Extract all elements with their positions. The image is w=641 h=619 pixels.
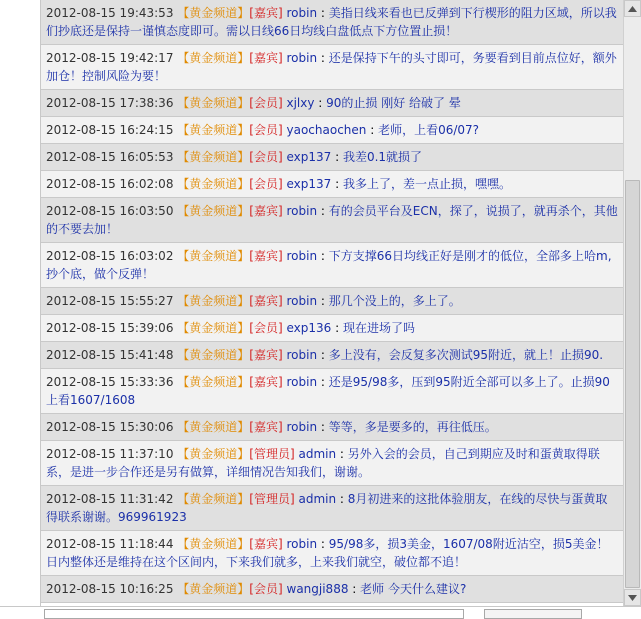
chat-message: 2012-08-15 15:39:06 【黄金频道】[会员] exp136 : 现在进场了吗 (41, 315, 624, 342)
message-time: 2012-08-15 15:39:06 (46, 321, 174, 335)
message-role: [会员] (249, 582, 283, 596)
message-user[interactable]: xjlxy (286, 96, 315, 110)
message-channel: 【黄金频道】 (177, 321, 250, 335)
message-time: 2012-08-15 15:33:36 (46, 375, 174, 389)
message-user[interactable]: robin (286, 204, 318, 218)
message-time: 2012-08-15 15:41:48 (46, 348, 174, 362)
arrow-up-icon (628, 6, 637, 12)
message-channel: 【黄金频道】 (177, 6, 250, 20)
message-text: 还是95/98多，压到95附近全部可以多上了。止损90上看1607/1608 (46, 375, 610, 407)
message-time: 2012-08-15 16:03:02 (46, 249, 174, 263)
scroll-down-button[interactable] (624, 589, 641, 606)
chat-message: 2012-08-15 16:02:08 【黄金频道】[会员] exp137 : 我多上了，差一点止损，嘿嘿。 (41, 171, 624, 198)
message-role: [嘉宾] (249, 294, 283, 308)
left-margin (0, 0, 41, 617)
message-channel: 【黄金频道】 (177, 96, 250, 110)
message-role: [会员] (249, 123, 283, 137)
message-channel: 【黄金频道】 (177, 447, 250, 461)
message-text: 美指日线来看也已反弹到下行楔形的阻力区域，所以我们抄底还是保持一谨慎态度即可。需以日线66日均线白盘低点下方位置止损！ (46, 6, 617, 38)
scroll-up-button[interactable] (624, 0, 641, 17)
message-text: 还是保持下午的头寸即可，务要看到目前点位好，额外加仓！控制风险为要！ (46, 51, 617, 83)
message-user[interactable]: admin (298, 447, 337, 461)
message-role: [会员] (249, 96, 283, 110)
message-text: 老师，上看06/07? (378, 123, 480, 137)
message-user[interactable]: robin (286, 348, 318, 362)
message-user[interactable]: robin (286, 249, 318, 263)
message-text: 有的会员平台及ECN，探了，说损了，就再杀个，其他的不要去加！ (46, 204, 618, 236)
message-time: 2012-08-15 16:24:15 (46, 123, 174, 137)
message-user[interactable]: robin (286, 375, 318, 389)
message-channel: 【黄金频道】 (177, 492, 250, 506)
message-user[interactable]: robin (286, 537, 318, 551)
message-channel: 【黄金频道】 (177, 204, 250, 218)
chat-message: 2012-08-15 16:03:50 【黄金频道】[嘉宾] robin : 有的会员平台及ECN，探了，说损了，就再杀个，其他的不要去加！ (41, 198, 624, 243)
message-channel: 【黄金频道】 (177, 294, 250, 308)
message-text: 我差0.1就损了 (342, 150, 423, 164)
message-time: 2012-08-15 16:03:50 (46, 204, 174, 218)
chat-message: 2012-08-15 15:33:36 【黄金频道】[嘉宾] robin : 还是95/98多，压到95附近全部可以多上了。止损90上看1607/1608 (41, 369, 624, 414)
chat-message: 2012-08-15 16:03:02 【黄金频道】[嘉宾] robin : 下方支撑66日均线正好是刚才的低位，全部多上哈m,抄个底，做个反弹！ (41, 243, 624, 288)
message-channel: 【黄金频道】 (177, 582, 250, 596)
message-user[interactable]: admin (298, 492, 337, 506)
message-role: [嘉宾] (249, 6, 283, 20)
message-channel: 【黄金频道】 (177, 123, 250, 137)
message-user[interactable]: robin (286, 420, 318, 434)
arrow-down-icon (628, 595, 637, 601)
chat-message: 2012-08-15 10:16:25 【黄金频道】[会员] wangji888 : 老师 今天什么建议? (41, 576, 624, 603)
message-text: 等等，多是要多的，再往低压。 (328, 420, 497, 434)
chat-message: 2012-08-15 11:18:44 【黄金频道】[嘉宾] robin : 95/98多，损3美金，1607/08附近沽空，损5美金！日内整体还是维持在这个区间内，下来我们就多，上来我们就空，破位都不追！ (41, 531, 624, 576)
message-time: 2012-08-15 16:02:08 (46, 177, 174, 191)
message-channel: 【黄金频道】 (177, 348, 250, 362)
message-user[interactable]: robin (286, 51, 318, 65)
message-role: [嘉宾] (249, 537, 283, 551)
message-text: 多上没有，会反复多次测试95附近，就上！止损90. (328, 348, 604, 362)
message-time: 2012-08-15 19:43:53 (46, 6, 174, 20)
message-role: [嘉宾] (249, 204, 283, 218)
message-channel: 【黄金频道】 (177, 375, 250, 389)
chat-message: 2012-08-15 16:24:15 【黄金频道】[会员] yaochaochen : 老师，上看06/07? (41, 117, 624, 144)
send-area[interactable] (484, 609, 582, 619)
message-channel: 【黄金频道】 (177, 420, 250, 434)
message-text: 那几个没上的，多上了。 (328, 294, 461, 308)
message-role: [嘉宾] (249, 420, 283, 434)
chat-message-list[interactable] (40, 0, 624, 606)
message-role: [会员] (249, 177, 283, 191)
message-user[interactable]: exp137 (286, 150, 332, 164)
message-user[interactable]: yaochaochen (286, 123, 367, 137)
message-channel: 【黄金频道】 (177, 150, 250, 164)
message-time: 2012-08-15 16:05:53 (46, 150, 174, 164)
chat-message: 2012-08-15 11:37:10 【黄金频道】[管理员] admin : 另外入会的会员，自己到期应及时和蛋黄取得联系，是进一步合作还是另有做算，详细情况告知我们，谢谢。 (41, 441, 624, 486)
chat-message: 2012-08-15 19:42:17 【黄金频道】[嘉宾] robin : 还是保持下午的头寸即可，务要看到目前点位好，额外加仓！控制风险为要！ (41, 45, 624, 90)
message-role: [嘉宾] (249, 348, 283, 362)
message-text: 95/98多，损3美金，1607/08附近沽空，损5美金！日内整体还是维持在这个区间内，下来我们就多，上来我们就空，破位都不追！ (46, 537, 609, 569)
message-role: [管理员] (249, 447, 295, 461)
scrollbar-thumb[interactable] (625, 180, 640, 588)
message-channel: 【黄金频道】 (177, 177, 250, 191)
message-channel: 【黄金频道】 (177, 51, 250, 65)
chat-message: 2012-08-15 15:55:27 【黄金频道】[嘉宾] robin : 那几个没上的，多上了。 (41, 288, 624, 315)
message-time: 2012-08-15 15:30:06 (46, 420, 174, 434)
message-role: [会员] (249, 150, 283, 164)
chat-message: 2012-08-15 11:31:42 【黄金频道】[管理员] admin : 8月初进来的这批体验朋友，在线的尽快与蛋黄取得联系谢谢。969961923 (41, 486, 624, 531)
message-role: [嘉宾] (249, 375, 283, 389)
message-time: 2012-08-15 11:37:10 (46, 447, 174, 461)
message-text: 8月初进来的这批体验朋友，在线的尽快与蛋黄取得联系谢谢。969961923 (46, 492, 608, 524)
message-role: [管理员] (249, 492, 295, 506)
message-time: 2012-08-15 15:55:27 (46, 294, 174, 308)
message-time: 2012-08-15 17:38:36 (46, 96, 174, 110)
message-user[interactable]: exp137 (286, 177, 332, 191)
message-user[interactable]: exp136 (286, 321, 332, 335)
message-input[interactable] (44, 609, 464, 619)
message-text: 90的止损 刚好 给破了 晕 (326, 96, 461, 110)
message-role: [嘉宾] (249, 249, 283, 263)
message-time: 2012-08-15 19:42:17 (46, 51, 174, 65)
chat-message: 2012-08-15 19:43:53 【黄金频道】[嘉宾] robin : 美指日线来看也已反弹到下行楔形的阻力区域，所以我们抄底还是保持一谨慎态度即可。需以日线66日均线白盘低点下方位置止损！ (41, 0, 624, 45)
message-text: 另外入会的会员，自己到期应及时和蛋黄取得联系，是进一步合作还是另有做算，详细情况告知我们，谢谢。 (46, 447, 600, 479)
message-role: [嘉宾] (249, 51, 283, 65)
vertical-scrollbar[interactable] (623, 0, 641, 606)
message-user[interactable]: robin (286, 6, 318, 20)
message-user[interactable]: robin (286, 294, 318, 308)
chat-message: 2012-08-15 16:05:53 【黄金频道】[会员] exp137 : 我差0.1就损了 (41, 144, 624, 171)
message-time: 2012-08-15 10:16:25 (46, 582, 174, 596)
message-channel: 【黄金频道】 (177, 249, 250, 263)
message-user[interactable]: wangji888 (286, 582, 349, 596)
chat-message: 2012-08-15 15:30:06 【黄金频道】[嘉宾] robin : 等等，多是要多的，再往低压。 (41, 414, 624, 441)
message-text: 下方支撑66日均线正好是刚才的低位，全部多上哈m,抄个底，做个反弹！ (46, 249, 612, 281)
chat-message: 2012-08-15 15:41:48 【黄金频道】[嘉宾] robin : 多上没有，会反复多次测试95附近，就上！止损90. (41, 342, 624, 369)
message-channel: 【黄金频道】 (177, 537, 250, 551)
message-text: 现在进场了吗 (342, 321, 415, 335)
message-time: 2012-08-15 11:18:44 (46, 537, 174, 551)
message-time: 2012-08-15 11:31:42 (46, 492, 174, 506)
chat-message: 2012-08-15 17:38:36 【黄金频道】[会员] xjlxy : 90的止损 刚好 给破了 晕 (41, 90, 624, 117)
message-role: [会员] (249, 321, 283, 335)
message-text: 老师 今天什么建议? (360, 582, 467, 596)
message-text: 我多上了，差一点止损，嘿嘿。 (342, 177, 511, 191)
